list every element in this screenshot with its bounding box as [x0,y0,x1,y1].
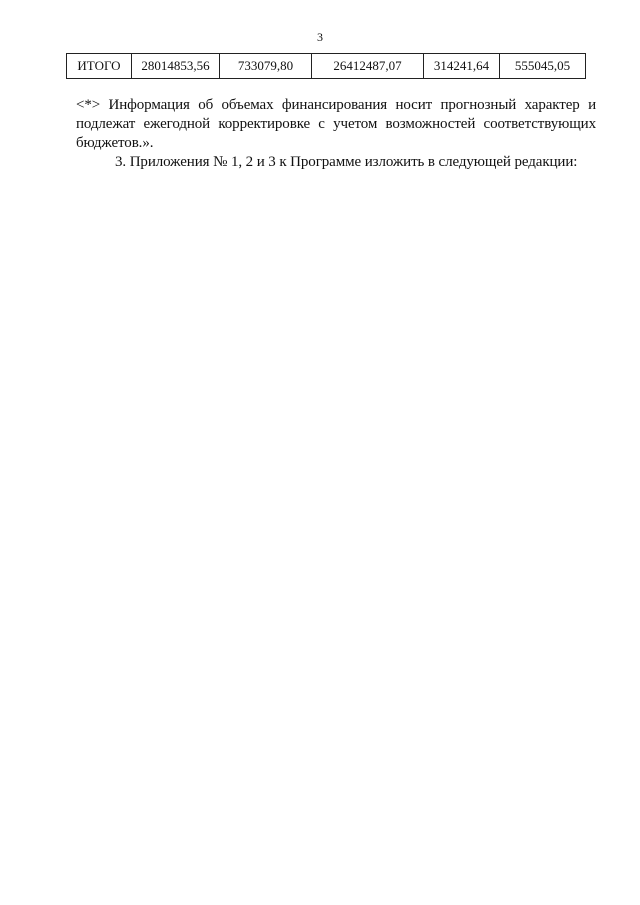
page-number: 3 [317,30,323,44]
amendment-paragraph: 3. Приложения № 1, 2 и 3 к Программе изложить в следующей редакции: [115,154,578,170]
total-label-cell: ИТОГО [67,54,132,79]
totals-table [66,53,586,79]
total-amount-cell: 28014853,56 [132,54,220,79]
total-amount-cell: 555045,05 [500,54,586,79]
table-row [67,54,586,79]
total-amount-cell: 26412487,07 [312,54,424,79]
footnote-paragraph: <*> Информация об объемах финансирования носит прогнозный характер и подлежат ежегодной корректировке с учетом возможностей соответствующих бюджетов.». [76,97,596,151]
total-amount-cell: 733079,80 [220,54,312,79]
total-amount-cell: 314241,64 [424,54,500,79]
